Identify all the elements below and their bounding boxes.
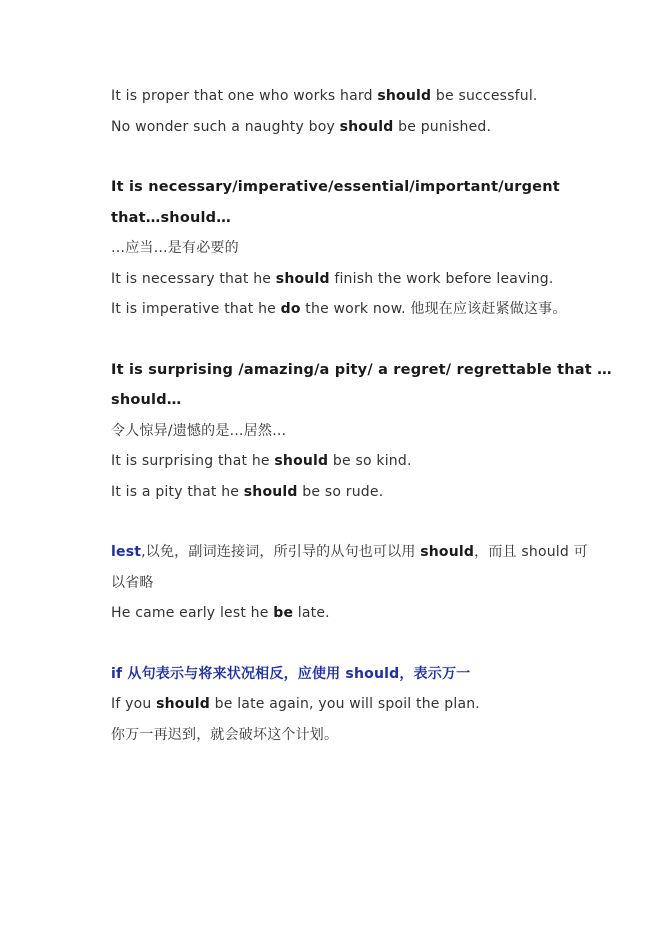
sentence-text: be so rude. bbox=[297, 484, 384, 500]
keyword-should: should bbox=[275, 271, 330, 287]
section-heading: if 从句表示与将来状况相反，应使用 should，表示万一 bbox=[111, 666, 471, 682]
keyword-lest: lest bbox=[111, 544, 142, 560]
example-sentence bbox=[111, 603, 611, 623]
meaning-text: 令人惊异/遗憾的是…居然… bbox=[111, 423, 287, 439]
keyword-should: should bbox=[377, 88, 432, 104]
section-heading: that…should… bbox=[111, 210, 231, 226]
sentence-text: be late again, you will spoil the plan. bbox=[210, 696, 480, 712]
lest-description bbox=[111, 542, 611, 562]
sentence-text: If you bbox=[111, 696, 157, 712]
keyword-do: do bbox=[280, 301, 301, 317]
keyword-should: should bbox=[156, 696, 210, 712]
section-heading: should… bbox=[111, 392, 182, 408]
sentence-text: It is necessary that he bbox=[111, 271, 276, 287]
keyword-should: should bbox=[274, 453, 329, 469]
sentence-text: be punished. bbox=[393, 119, 492, 135]
keyword-should: should bbox=[243, 484, 298, 500]
example-sentence bbox=[111, 86, 611, 106]
sentence-text: It is a pity that he bbox=[111, 484, 244, 500]
keyword-be: be bbox=[273, 605, 294, 621]
sentence-text: the work now. 他现在应该赶紧做这事。 bbox=[300, 301, 567, 317]
sentence-text: finish the work before leaving. bbox=[329, 271, 554, 287]
sentence-text: late. bbox=[293, 605, 330, 621]
keyword-should: should bbox=[420, 544, 475, 560]
sentence-text: It is imperative that he bbox=[111, 301, 281, 317]
example-sentence bbox=[111, 299, 611, 319]
example-sentence bbox=[111, 482, 611, 502]
description-text: ,以免，副词连接词，所引导的从句也可以用 bbox=[141, 544, 421, 560]
example-sentence bbox=[111, 694, 611, 714]
sentence-text: be so kind. bbox=[328, 453, 412, 469]
sentence-text: He came early lest he bbox=[111, 605, 274, 621]
sentence-text: It is proper that one who works hard bbox=[111, 88, 378, 104]
description-text: ，而且 should 可 bbox=[474, 544, 588, 560]
sentence-text: No wonder such a naughty boy bbox=[111, 119, 340, 135]
example-sentence bbox=[111, 451, 611, 471]
meaning-text: …应当…是有必要的 bbox=[111, 240, 239, 256]
sentence-text: be successful. bbox=[431, 88, 538, 104]
example-sentence bbox=[111, 269, 611, 289]
translation-text: 你万一再迟到，就会破坏这个计划。 bbox=[111, 727, 339, 743]
sentence-text: It is surprising that he bbox=[111, 453, 275, 469]
keyword-should: should bbox=[339, 119, 394, 135]
example-sentence bbox=[111, 117, 611, 137]
section-heading: It is surprising /amazing/a pity/ a regret/ regrettable that … bbox=[111, 362, 612, 378]
description-text: 以省略 bbox=[111, 575, 154, 591]
section-heading: It is necessary/imperative/essential/important/urgent bbox=[111, 179, 560, 195]
